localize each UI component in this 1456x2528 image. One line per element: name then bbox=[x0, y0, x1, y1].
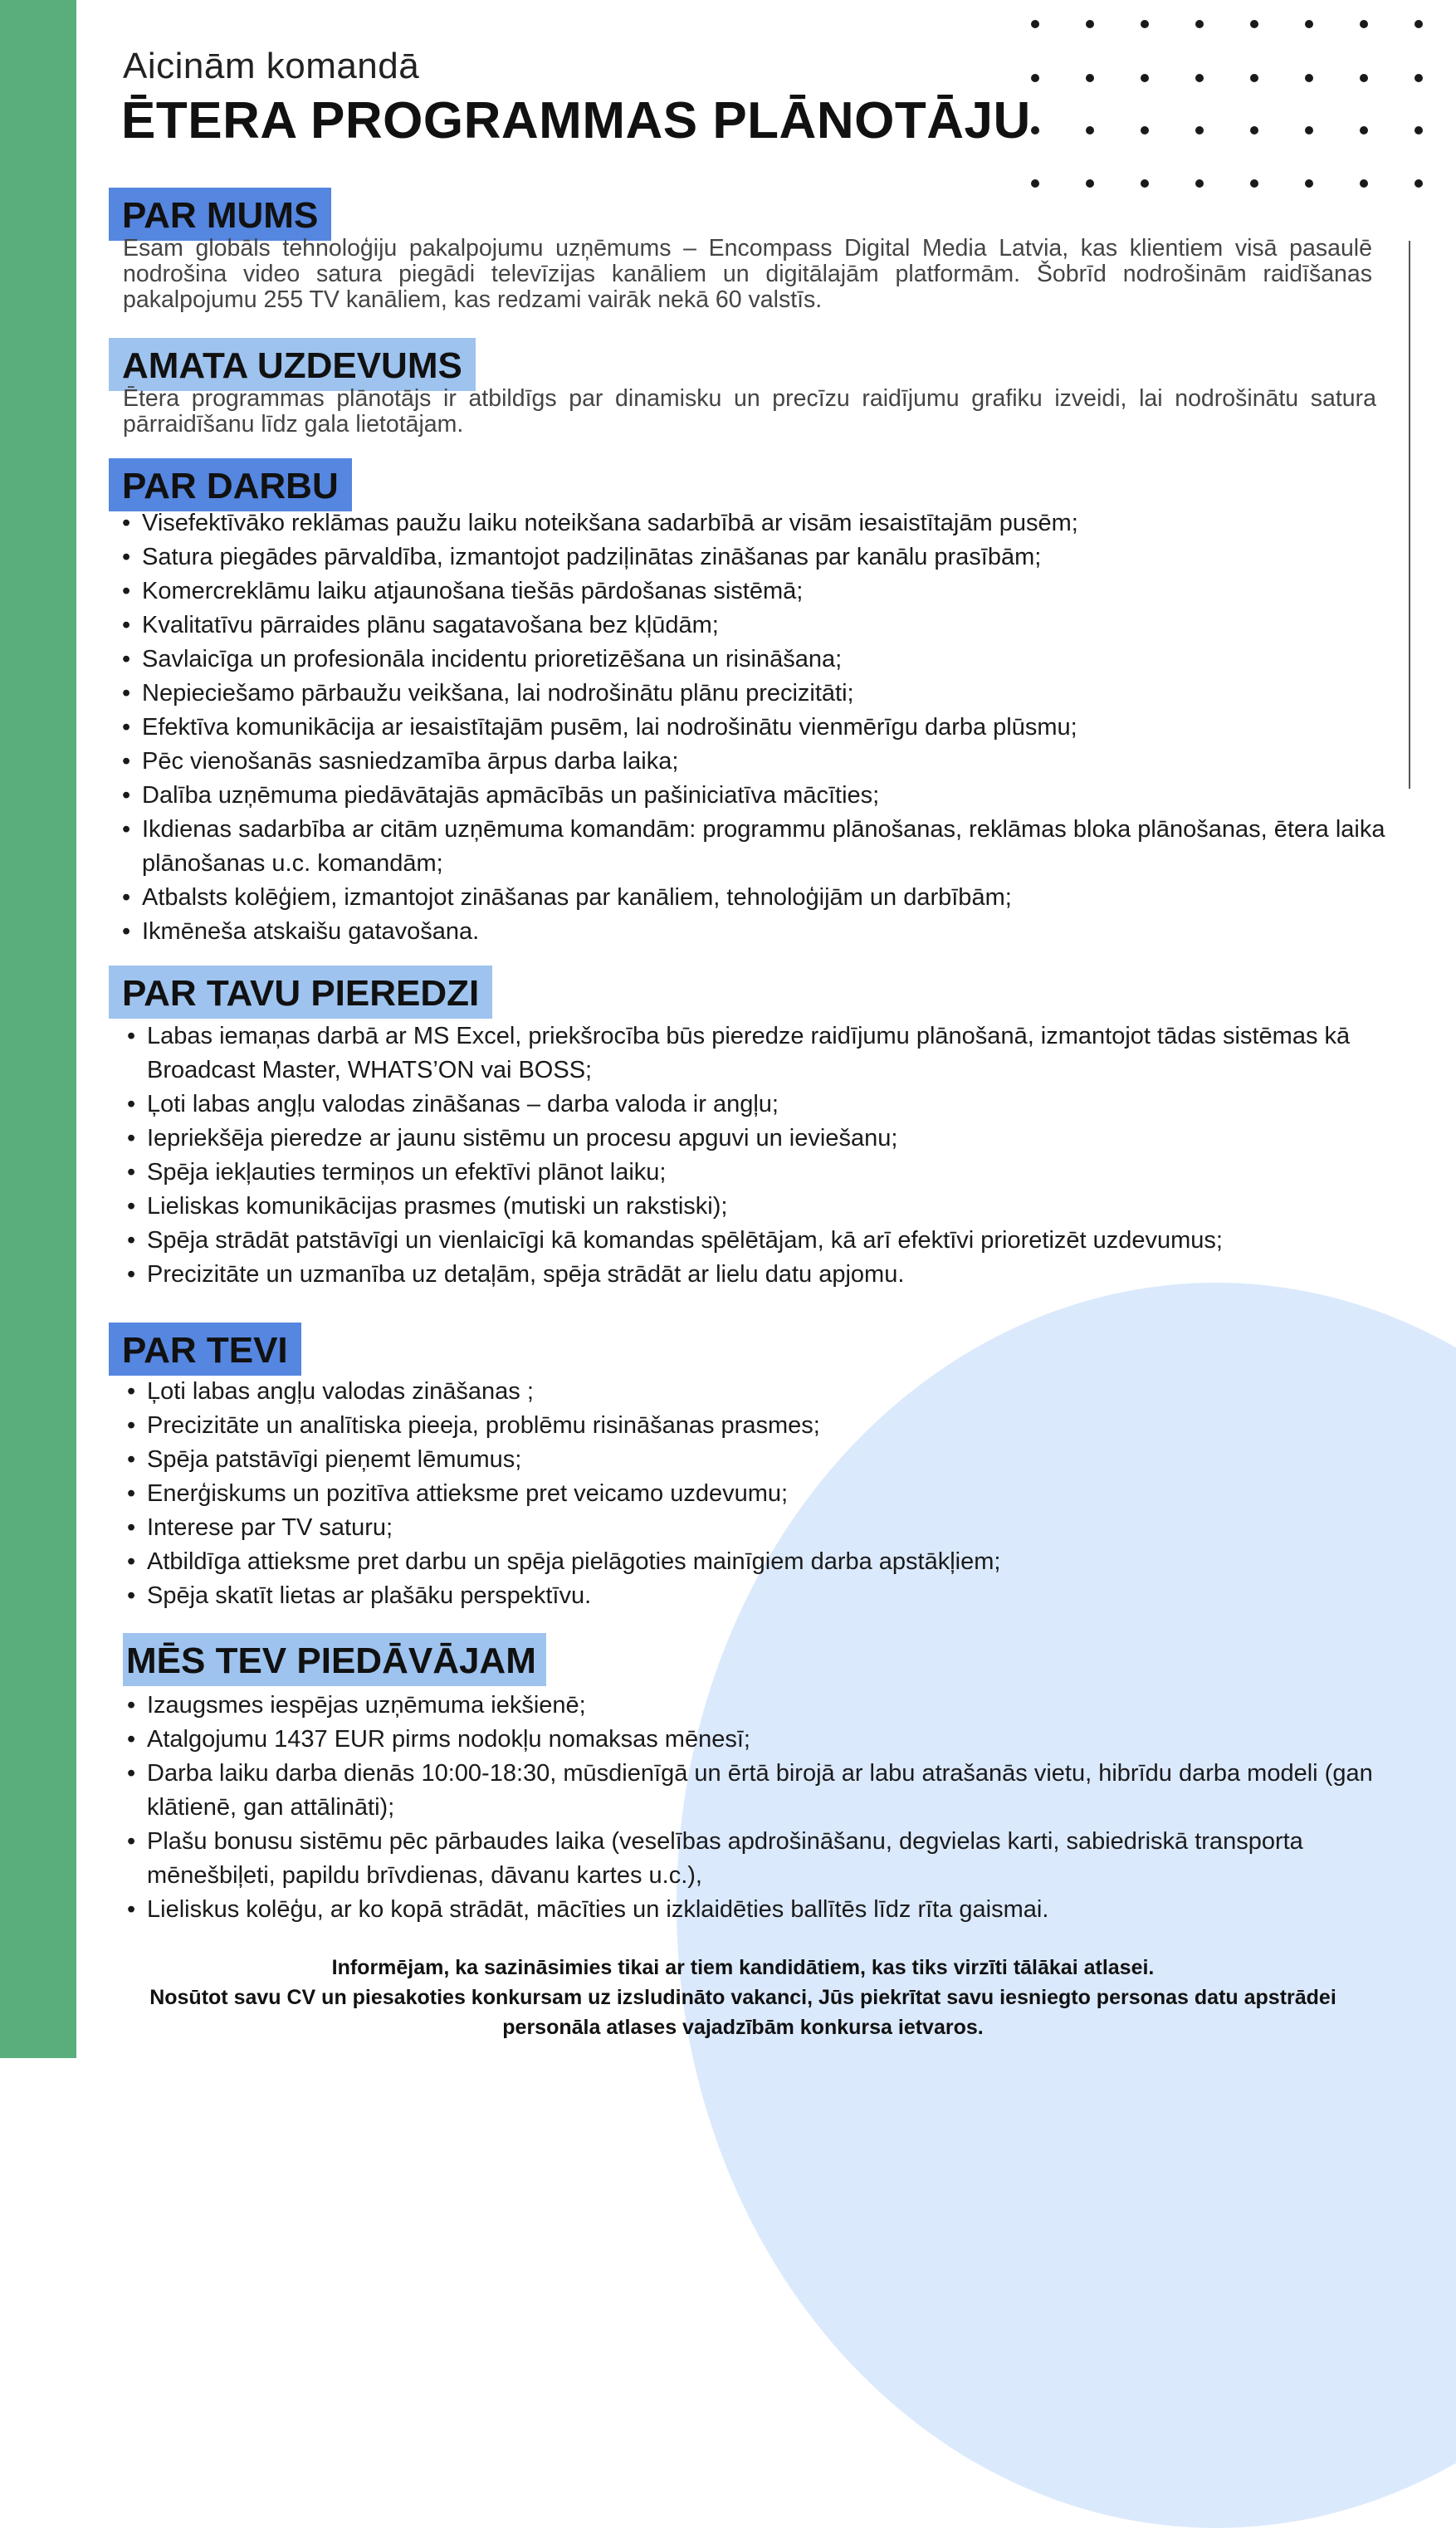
section-heading-experience: PAR TAVU PIEREDZI bbox=[109, 966, 492, 1019]
section-heading-you: PAR TEVI bbox=[109, 1323, 301, 1376]
list-item: • Nepieciešamo pārbaužu veikšana, lai nodrošinātu plānu precizitāti; bbox=[122, 677, 1450, 711]
role-paragraph: Ētera programmas plānotājs ir atbildīgs par dinamisku un precīzu raidījumu grafiku izveidi, lai nodrošinātu satura pārraidīšanu līdz gala lietotājam. bbox=[123, 385, 1376, 438]
list-item: • Satura piegādes pārvaldība, izmantojot padziļinātas zināšanas par kanālu prasībām; bbox=[122, 540, 1450, 575]
page-subtitle: Aicinām komandā bbox=[123, 46, 420, 86]
list-item: • Atbalsts kolēģiem, izmantojot zināšanas par kanāliem, tehnoloģijām un darbībām; bbox=[122, 881, 1450, 915]
list-item: • Iepriekšēja pieredze ar jaunu sistēmu un procesu apguvi un ieviešanu; bbox=[127, 1122, 1380, 1156]
offer-list bbox=[127, 1689, 1380, 1927]
list-item: • Dalība uzņēmuma piedāvātajās apmācībās un pašiniciatīva mācīties; bbox=[122, 779, 1450, 813]
work-list bbox=[122, 506, 1450, 949]
list-item: • Enerģiskums un pozitīva attieksme pret veicamo uzdevumu; bbox=[127, 1477, 1380, 1511]
list-item: • Izaugsmes iespējas uzņēmuma iekšienē; bbox=[127, 1689, 1380, 1723]
you-list bbox=[127, 1375, 1380, 1613]
list-item: • Spēja strādāt patstāvīgi un vienlaicīgi kā komandas spēlētājam, kā arī efektīvi prioretizēt uzdevumus; bbox=[127, 1224, 1380, 1258]
list-item: • Lieliskus kolēģu, ar ko kopā strādāt, mācīties un izklaidēties ballītēs līdz rīta gaismai. bbox=[127, 1893, 1380, 1927]
list-item: • Ikmēneša atskaišu gatavošana. bbox=[122, 915, 1450, 949]
list-item: • Plašu bonusu sistēmu pēc pārbaudes laika (veselības apdrošināšanu, degvielas karti, sabiedriskā transporta mēnešbiļeti, papildu brīvdienas, dāvanu kartes u.c.), bbox=[127, 1825, 1380, 1893]
footer-line-1: Informējam, ka sazināsimies tikai ar tiem kandidātiem, kas tiks virzīti tālākai atlasei. bbox=[331, 1956, 1155, 1979]
page-title: ĒTERA PROGRAMMAS PLĀNOTĀJU bbox=[121, 92, 1031, 149]
experience-list bbox=[127, 1020, 1380, 1292]
list-item: • Ļoti labas angļu valodas zināšanas ; bbox=[127, 1375, 1380, 1409]
section-heading-offer: MĒS TEV PIEDĀVĀJAM bbox=[123, 1633, 546, 1686]
list-item: • Labas iemaņas darbā ar MS Excel, priekšrocība būs pieredze raidījumu plānošanā, izmantojot tādas sistēmas kā Broadcast Master, WHATS’ON vai BOSS; bbox=[127, 1020, 1380, 1088]
footer-notice bbox=[79, 1953, 1407, 2042]
list-item: • Visefektīvāko reklāmas paužu laiku noteikšana sadarbībā ar visām iesaistītajām pusēm; bbox=[122, 506, 1450, 540]
section-heading-about: PAR MUMS bbox=[109, 188, 331, 241]
list-item: • Ikdienas sadarbība ar citām uzņēmuma komandām: programmu plānošanas, reklāmas bloka plānošanas, ētera laika plānošanas u.c. komandām; bbox=[122, 813, 1450, 881]
list-item: • Spēja skatīt lietas ar plašāku perspektīvu. bbox=[127, 1579, 1380, 1613]
footer-line-2: Nosūtot savu CV un piesakoties konkursam uz izsludināto vakanci, Jūs piekrītat savu iesniegto personas datu apstrādei bbox=[149, 1986, 1336, 2009]
list-item: • Precizitāte un uzmanība uz detaļām, spēja strādāt ar lielu datu apjomu. bbox=[127, 1258, 1380, 1292]
left-green-bar bbox=[0, 0, 76, 2058]
list-item: • Komercreklāmu laiku atjaunošana tiešās pārdošanas sistēmā; bbox=[122, 575, 1450, 609]
decorative-dot-grid bbox=[1021, 12, 1444, 194]
list-item: • Ļoti labas angļu valodas zināšanas – darba valoda ir angļu; bbox=[127, 1088, 1380, 1122]
about-paragraph: Esam globāls tehnoloģiju pakalpojumu uzņēmums – Encompass Digital Media Latvia, kas klientiem visā pasaulē nodrošina video satura piegādi televīzijas kanāliem un digitālajām platformām. Šobrīd nodrošinām raidīšanas pakalpojumu 255 TV kanāliem, kas redzami vairāk nekā 60 valstīs. bbox=[123, 235, 1372, 313]
section-heading-work: PAR DARBU bbox=[109, 458, 352, 511]
list-item: • Interese par TV saturu; bbox=[127, 1511, 1380, 1545]
list-item: • Savlaicīga un profesionāla incidentu prioretizēšana un risināšana; bbox=[122, 643, 1450, 677]
list-item: • Efektīva komunikācija ar iesaistītajām pusēm, lai nodrošinātu vienmērīgu darba plūsmu; bbox=[122, 711, 1450, 745]
list-item: • Precizitāte un analītiska pieeja, problēmu risināšanas prasmes; bbox=[127, 1409, 1380, 1443]
footer-line-3: personāla atlases vajadzībām konkursa ietvaros. bbox=[502, 2016, 984, 2039]
list-item: • Atbildīga attieksme pret darbu un spēja pielāgoties mainīgiem darba apstākļiem; bbox=[127, 1545, 1380, 1579]
list-item: • Spēja patstāvīgi pieņemt lēmumus; bbox=[127, 1443, 1380, 1477]
list-item: • Spēja iekļauties termiņos un efektīvi plānot laiku; bbox=[127, 1156, 1380, 1190]
section-heading-role: AMATA UZDEVUMS bbox=[109, 338, 476, 391]
list-item: • Kvalitatīvu pārraides plānu sagatavošana bez kļūdām; bbox=[122, 609, 1450, 643]
list-item: • Darba laiku darba dienās 10:00-18:30, mūsdienīgā un ērtā birojā ar labu atrašanās vietu, hibrīdu darba modeli (gan klātienē, gan attālināti); bbox=[127, 1757, 1380, 1825]
list-item: • Lieliskas komunikācijas prasmes (mutiski un rakstiski); bbox=[127, 1190, 1380, 1224]
list-item: • Atalgojumu 1437 EUR pirms nodokļu nomaksas mēnesī; bbox=[127, 1723, 1380, 1757]
list-item: • Pēc vienošanās sasniedzamība ārpus darba laika; bbox=[122, 745, 1450, 779]
